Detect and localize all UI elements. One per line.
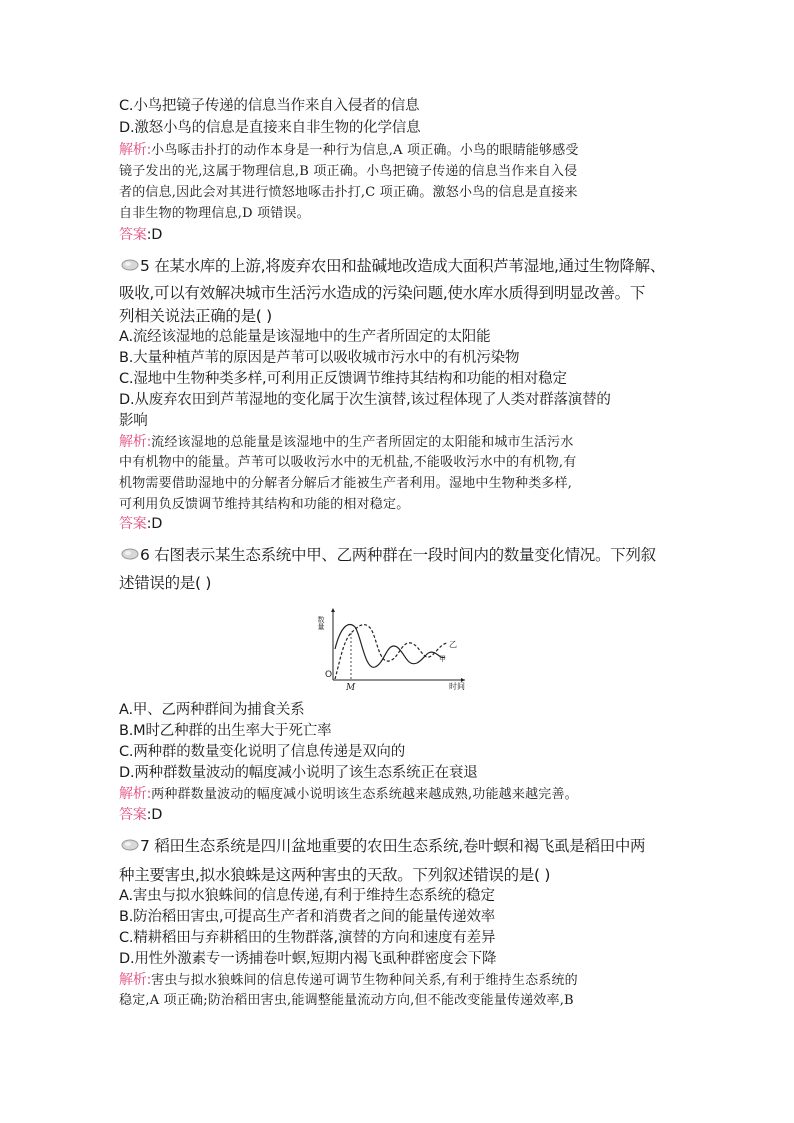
q5-stem-line-2: 吸收,可以有效解决城市生活污水造成的污染问题,使水库水质得到明显改善。下 bbox=[119, 284, 646, 302]
origin-label: O bbox=[325, 670, 333, 680]
q6-stem-line-1: 6 右图表示某生态系统中甲、乙两种群在一段时间内的数量变化情况。下列叙 bbox=[140, 546, 656, 564]
population-figure bbox=[315, 605, 475, 695]
q4-explanation-line-3: 者的信息,因此会对其进行愤怒地啄击扑打,C 项正确。激怒小鸟的信息是直接来 bbox=[119, 185, 578, 200]
q4-explanation-line-2: 镜子发出的光,这属于物理信息,B 项正确。小鸟把镜子传递的信息当作来自入侵 bbox=[119, 164, 578, 179]
q6-stem-line-2: 述错误的是( ) bbox=[119, 574, 212, 592]
series-jia-curve bbox=[335, 625, 445, 668]
x-axis-label: 时间 bbox=[449, 682, 465, 691]
q4-answer bbox=[119, 225, 162, 245]
q5-explanation-line-2: 中有机物中的能量。芦苇可以吸收污水中的无机盐,不能吸收污水中的有机物,有 bbox=[119, 455, 577, 470]
q6-number: 6 bbox=[140, 546, 150, 564]
explanation-tag: 解析 bbox=[119, 786, 147, 802]
q6-option-b: B.M时乙种群的出生率大于死亡率 bbox=[119, 723, 332, 739]
q5-option-d-cont: 影响 bbox=[119, 413, 148, 429]
q6-option-d: D.两种群数量波动的幅度减小说明了该生态系统正在衰退 bbox=[119, 765, 478, 781]
q6-option-c: C.两种群的数量变化说明了信息传递是双向的 bbox=[119, 744, 406, 760]
m-label: M bbox=[346, 683, 356, 693]
q6-answer-value: :D bbox=[146, 807, 163, 823]
q5-explanation-line-4: 可利用负反馈调节维持其结构和功能的相对稳定。 bbox=[119, 497, 410, 512]
q7-stem-line-1: 7 稻田生态系统是四川盆地重要的农田生态系统,卷叶螟和褐飞虱是稻田中两 bbox=[140, 837, 646, 855]
question-bullet-icon bbox=[121, 839, 139, 851]
q4-explanation-line-1: 解析:小鸟啄击扑打的动作本身是一种行为信息,A 项正确。小鸟的眼睛能够感受 bbox=[119, 142, 579, 158]
y-axis-label: 数量 bbox=[317, 616, 325, 630]
question-bullet-icon bbox=[121, 259, 139, 271]
q5-stem-line-1: 5 在某水库的上游,将废弃农田和盐碱地改造成大面积芦苇湿地,通过生物降解、 bbox=[140, 257, 666, 275]
q5-answer-value: :D bbox=[146, 516, 163, 532]
q5-stem-line-3: 列相关说法正确的是( ) bbox=[119, 307, 272, 325]
q4-answer-value: :D bbox=[146, 227, 163, 243]
q7-stem-line-2: 种主要害虫,拟水狼蛛是这两种害虫的天敌。下列叙述错误的是( ) bbox=[119, 866, 551, 884]
q7-option-c: C.精耕稻田与弃耕稻田的生物群落,演替的方向和速度有差异 bbox=[119, 930, 496, 946]
q7-number: 7 bbox=[140, 837, 150, 855]
explanation-tag: 解析 bbox=[119, 434, 147, 450]
explanation-tag: 解析 bbox=[119, 972, 147, 988]
q7-explanation-line-1: 解析:害虫与拟水狼蛛间的信息传递可调节生物种间关系,有利于维持生态系统的 bbox=[119, 972, 578, 988]
explanation-tag: 解析 bbox=[119, 142, 147, 158]
q7-explanation-line-2: 稳定,A 项正确;防治稻田害虫,能调整能量流动方向,但不能改变能量传递效率,B bbox=[119, 993, 574, 1008]
q5-option-c: C.湿地中生物种类多样,可利用正反馈调节维持其结构和功能的相对稳定 bbox=[119, 371, 567, 387]
y-axis-arrow bbox=[331, 608, 335, 612]
q5-option-b: B.大量种植芦苇的原因是芦苇可以吸收城市污水中的有机污染物 bbox=[119, 350, 520, 366]
q7-option-b: B.防治稻田害虫,可提高生产者和消费者之间的能量传递效率 bbox=[119, 909, 496, 925]
q6-explanation-line-1: 解析:两种群数量波动的幅度减小说明该生态系统越来越成熟,功能越来越完善。 bbox=[119, 786, 578, 802]
q4-option-c: C.小鸟把镜子传递的信息当作来自入侵者的信息 bbox=[119, 98, 420, 114]
q7-option-d: D.用性外激素专一诱捕卷叶螟,短期内褐飞虱种群密度会下降 bbox=[119, 951, 497, 967]
series-jia-label: 甲 bbox=[439, 655, 446, 663]
q5-option-a: A.流经该湿地的总能量是该湿地中的生产者所固定的太阳能 bbox=[119, 329, 491, 345]
q5-option-d: D.从废弃农田到芦苇湿地的变化属于次生演替,该过程体现了人类对群落演替的 bbox=[119, 392, 611, 408]
answer-tag: 答案 bbox=[119, 516, 147, 532]
q7-option-a: A.害虫与拟水狼蛛间的信息传递,有利于维持生态系统的稳定 bbox=[119, 888, 495, 904]
q5-answer bbox=[119, 514, 162, 534]
q5-number: 5 bbox=[140, 257, 150, 275]
q6-answer bbox=[119, 805, 162, 825]
q4-explanation-line-4: 自非生物的物理信息,D 项错误。 bbox=[119, 206, 310, 221]
q5-explanation-line-1: 解析:流经该湿地的总能量是该湿地中的生产者所固定的太阳能和城市生活污水 bbox=[119, 434, 574, 450]
question-bullet-icon bbox=[121, 548, 139, 560]
q5-explanation-line-3: 机物需要借助湿地中的分解者分解后才能被生产者利用。湿地中生物种类多样, bbox=[119, 476, 573, 491]
q6-option-a: A.甲、乙两种群间为捕食关系 bbox=[119, 702, 305, 718]
answer-tag: 答案 bbox=[119, 227, 147, 243]
answer-tag: 答案 bbox=[119, 807, 147, 823]
q4-option-d: D.激怒小鸟的信息是直接来自非生物的化学信息 bbox=[119, 120, 421, 136]
series-yi-label: 乙 bbox=[449, 640, 457, 649]
